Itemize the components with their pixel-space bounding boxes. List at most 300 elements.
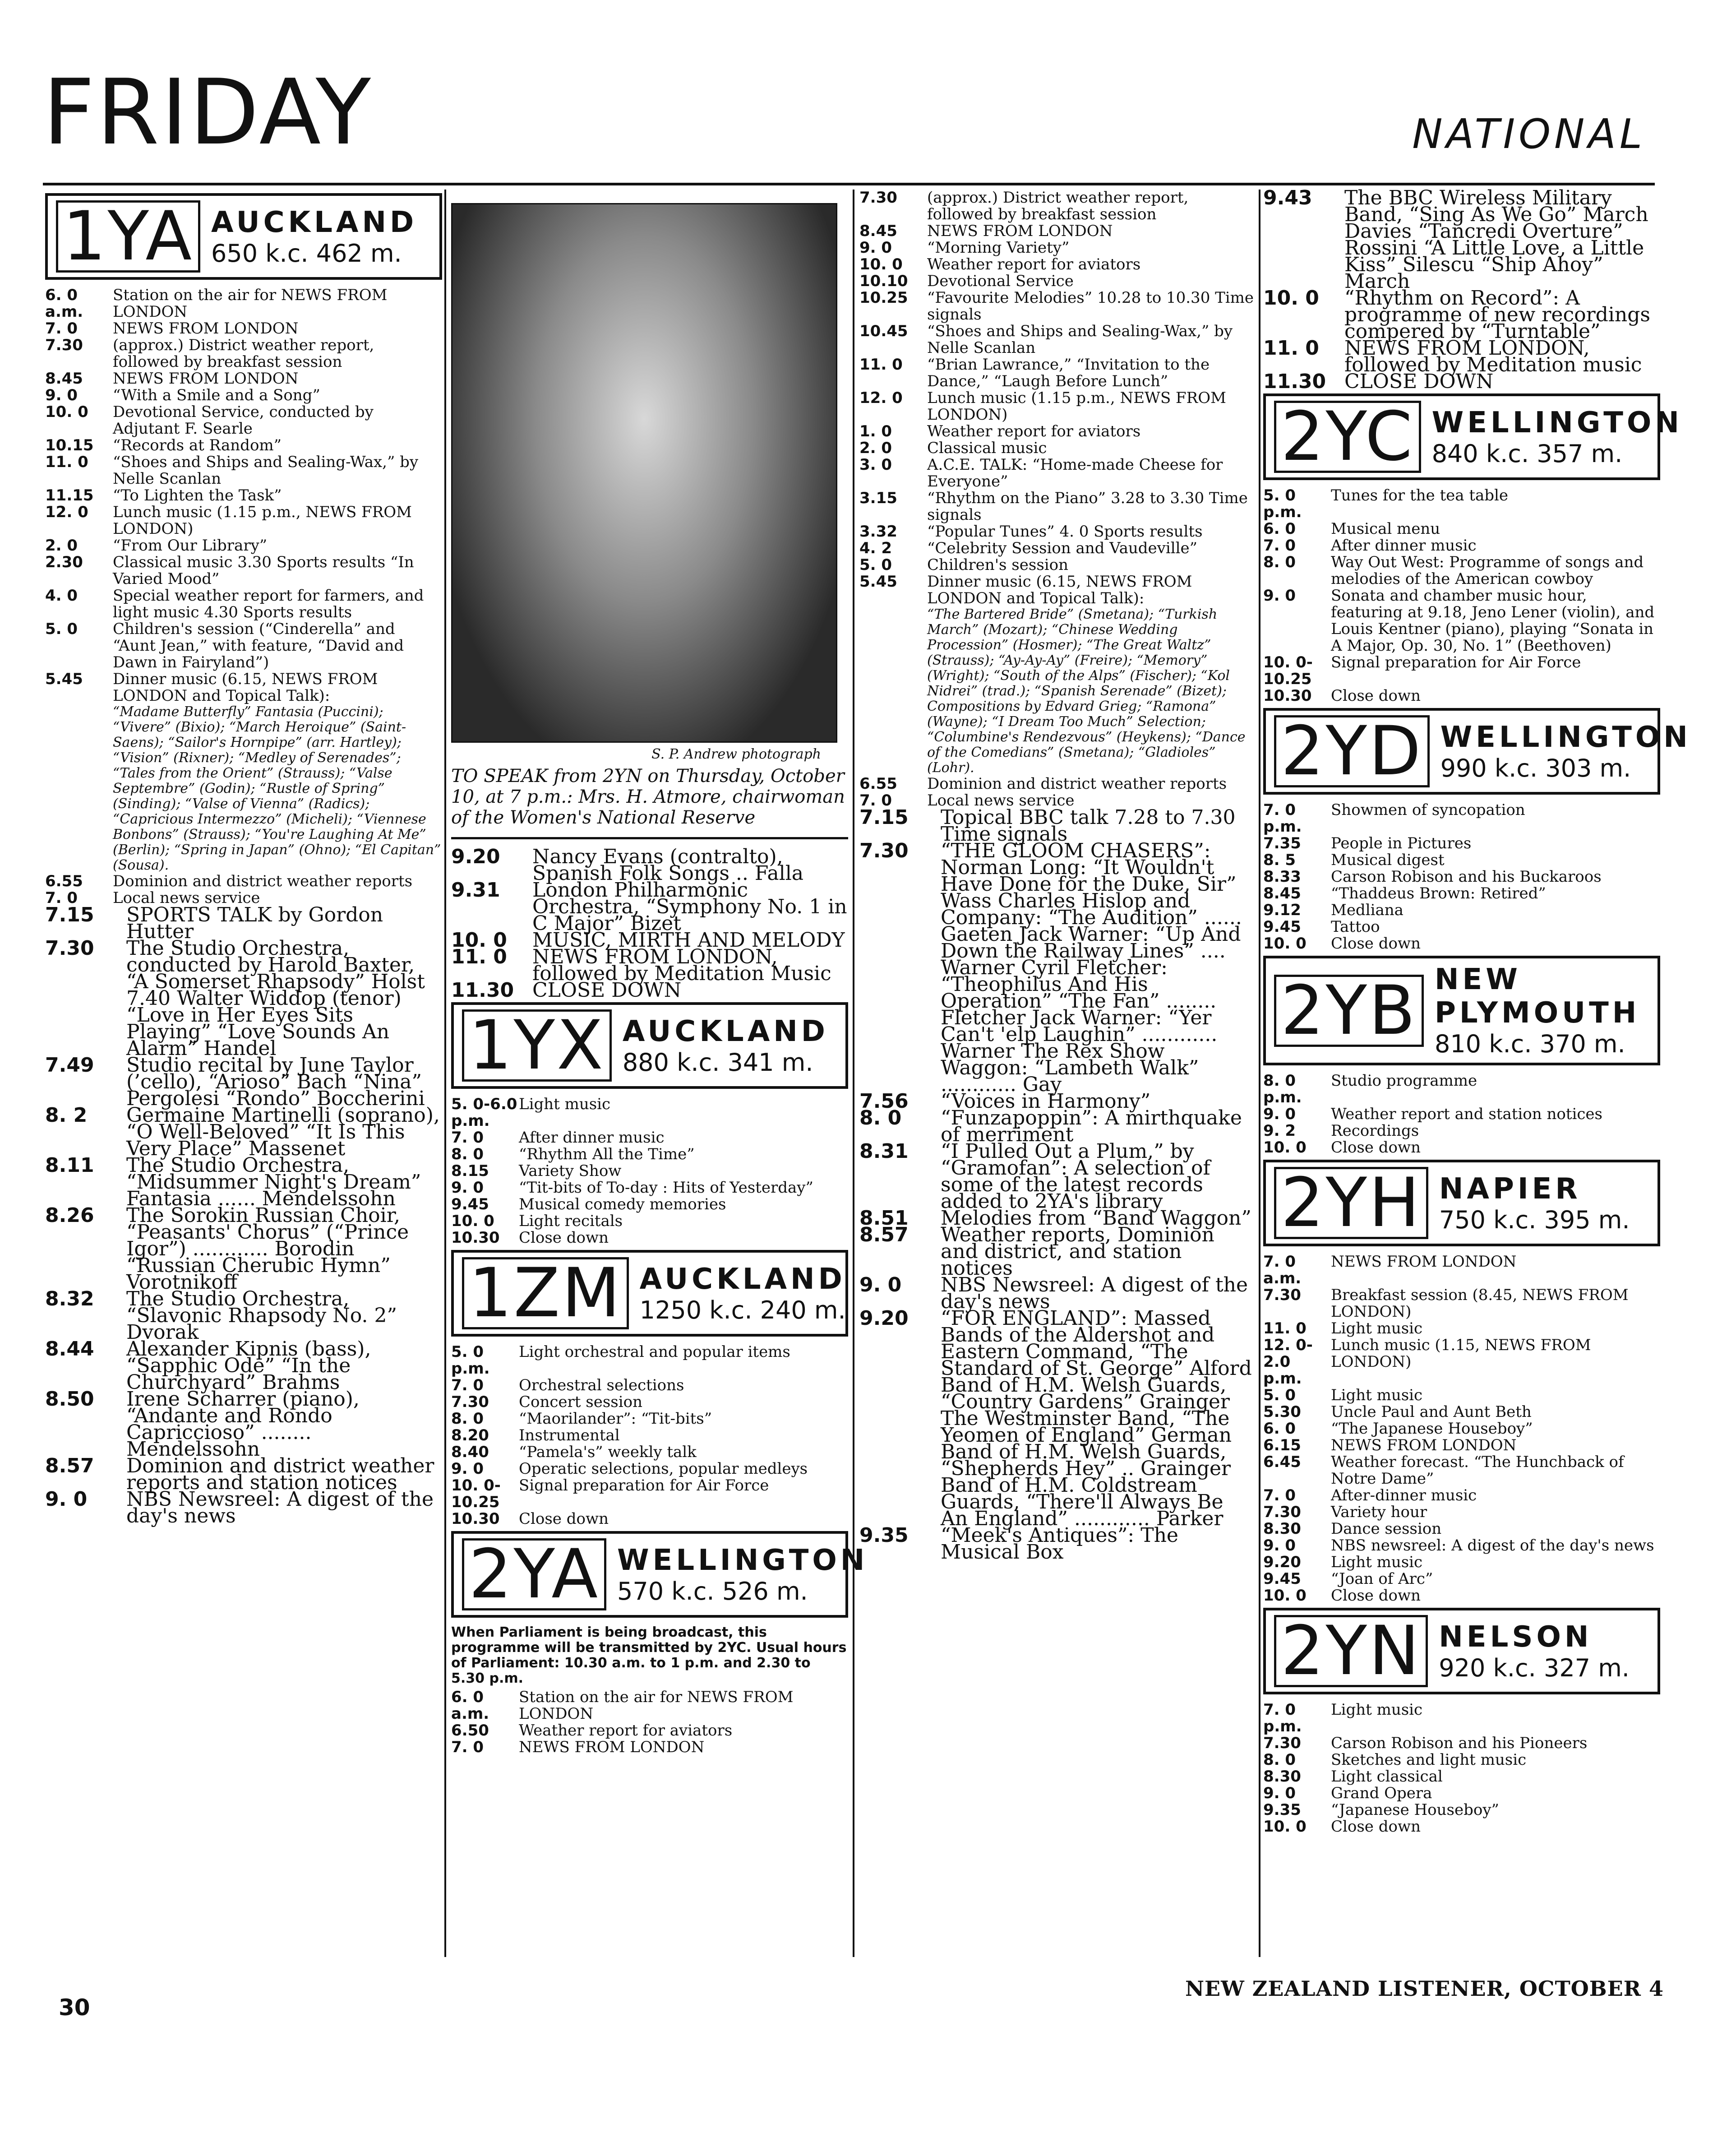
schedule-entry xyxy=(45,320,442,337)
schedule-time: 10.30 xyxy=(1263,687,1312,705)
schedule-entry xyxy=(859,457,1256,490)
schedule-entry xyxy=(45,621,442,671)
schedule-program: “Madame Butterfly” Fantasia (Puccini); “Vivere” (Bixio); “March Heroique” (Saint-Saens); “Sailor's Hornpipe” (arr. Hartley); “Vision” (Rixner); “Medley of Serenades”; “Tales from the Orient” (Strauss); “Valse Septembre” (Godin); “Rustle of Spring” (Sinding); “Valse of Vienna” (Radics); “Capricious Intermezzo” (Micheli); “Viennese Bonbons” (Strauss); “You're Laughing At Me” (Berlin); “Spring in Japan” (Ohno); “El Capitan” (Sousa). xyxy=(113,704,441,873)
schedule-entry xyxy=(1263,869,1660,885)
schedule-program: Dance session xyxy=(1331,1520,1442,1538)
schedule-entry xyxy=(1263,1254,1660,1287)
schedule-entry xyxy=(451,1377,848,1394)
schedule-program: Light music xyxy=(1331,1319,1423,1337)
schedule-time: 8. 2 xyxy=(45,1104,88,1127)
schedule-program: Lunch music (1.15 p.m., NEWS FROM LONDON) xyxy=(927,389,1226,424)
schedule-list xyxy=(859,190,1256,809)
schedule-program: Germaine Martinelli (soprano), “O Well-Beloved” “It Is This Very Place” Massenet xyxy=(126,1104,440,1160)
schedule-time: 8. 0 xyxy=(1263,553,1296,571)
portrait-photo xyxy=(451,203,837,743)
schedule-program: Devotional Service, conducted by Adjutant F. Searle xyxy=(113,403,374,438)
photo-credit: S. P. Andrew photograph xyxy=(651,746,821,762)
schedule-entry xyxy=(451,845,848,885)
schedule-program: Alexander Kipnis (bass), “Sapphic Ode” “In the Churchyard” Brahms xyxy=(126,1337,371,1394)
schedule-program: “Maorilander”: “Tit-bits” xyxy=(519,1410,712,1428)
station-call-sign: 1ZM xyxy=(462,1257,629,1329)
schedule-entry xyxy=(45,1104,442,1160)
schedule-program: Children's session (“Cinderella” and “Aunt Jean,” with feature, “David and Dawn in Fairyland”) xyxy=(113,620,404,671)
schedule-program: (approx.) District weather report, followed by breakfast session xyxy=(113,336,374,371)
schedule-list xyxy=(451,1689,848,1756)
schedule-time: 10. 0 xyxy=(45,403,88,421)
schedule-time: 10.30 xyxy=(451,1229,500,1247)
schedule-program: “Favourite Melodies” 10.28 to 10.30 Time signals xyxy=(927,289,1254,324)
schedule-entry xyxy=(451,1427,848,1444)
schedule-entry xyxy=(451,1511,848,1527)
schedule-program: People in Pictures xyxy=(1331,834,1472,852)
station-frequency: 990 k.c. 303 m. xyxy=(1440,754,1631,782)
schedule-entry xyxy=(1263,1139,1660,1156)
schedule-time: 9. 0 xyxy=(859,239,892,257)
station-frequency: 810 k.c. 370 m. xyxy=(1434,1030,1625,1058)
schedule-time: 12. 0 xyxy=(45,503,88,521)
schedule-time: 5.45 xyxy=(859,573,897,591)
schedule-program: “THE GLOOM CHASERS”: Norman Long: “It Wouldn't Have Done for the Duke, Sir” Wass Charles Hislop and Company: “The Audition” ...... Gaeten Jack Warner: “Up And Down the Railway Lines” .... Warner Cyril Fletcher: “Theophilus And His Operation” “The Fan” ........ Fletcher Jack Warner: “Yer Can't 'elp Laughin” ............ Warner The Rex Show Waggon: “Lambeth Walk” ............ Gay xyxy=(941,839,1242,1096)
schedule-program: Close down xyxy=(1331,1587,1421,1605)
schedule-time: 5. 0 xyxy=(859,556,892,574)
schedule-time: 7. 0 p.m. xyxy=(1263,1701,1302,1735)
schedule-program: “FOR ENGLAND”: Massed Bands of the Aldershot and Eastern Command, “The Standard of St. George” Alford Band of H.M. Welsh Guards, “Country Gardens” Grainger The Westminster Band, “The Yeomen of England” German Band of H.M. Welsh Guards, “Shepherds Hey” .. Grainger Band of H.M. Coldstream Guards, “There'll Always Be An England” ............ Parker xyxy=(941,1307,1252,1530)
station-city: WELLINGTON xyxy=(1440,720,1691,754)
schedule-time: 7.30 xyxy=(859,189,897,207)
schedule-time: 11. 0 xyxy=(859,356,903,374)
schedule-program: Irene Scharrer (piano), “Andante and Rondo Capriccioso” ........ Mendelssohn xyxy=(126,1388,360,1461)
schedule-time: 6. 0 a.m. xyxy=(451,1688,489,1723)
schedule-time: 10. 0 xyxy=(451,929,507,952)
schedule-time: 7. 0 p.m. xyxy=(1263,801,1302,836)
station-box-2yb xyxy=(1263,956,1660,1065)
schedule-time: 9. 2 xyxy=(1263,1122,1296,1140)
schedule-time: 9.20 xyxy=(859,1307,909,1330)
schedule-program: Dominion and district weather reports and station notices xyxy=(126,1454,434,1494)
schedule-program: “I Pulled Out a Plum,” by “Gramofan”: A selection of some of the latest records added to 2YA's library xyxy=(941,1140,1210,1213)
schedule-program: The Studio Orchestra, “Midsummer Night's Dream” Fantasia ...... Mendelssohn xyxy=(126,1154,421,1210)
schedule-time: 8.45 xyxy=(1263,884,1301,902)
schedule-program: Carson Robison and his Pioneers xyxy=(1331,1734,1588,1752)
schedule-program: Station on the air for NEWS FROM LONDON xyxy=(519,1688,794,1723)
schedule-entry xyxy=(1263,1320,1660,1337)
station-box-2yc xyxy=(1263,393,1683,480)
schedule-entry xyxy=(1263,1802,1660,1818)
schedule-entry xyxy=(859,1140,1256,1213)
schedule-list xyxy=(45,287,442,907)
station-box-1yx xyxy=(451,1002,848,1089)
schedule-list xyxy=(451,1344,848,1527)
schedule-entry xyxy=(859,557,1256,574)
schedule-program: NBS Newsreel: A digest of the day's news xyxy=(941,1273,1248,1313)
schedule-program: “Japanese Houseboy” xyxy=(1331,1801,1499,1819)
schedule-list xyxy=(1263,1073,1660,1156)
schedule-program: “Brian Lawrance,” “Invitation to the Dance,” “Laugh Before Lunch” xyxy=(927,356,1210,390)
schedule-time: 8.50 xyxy=(45,1388,94,1411)
schedule-program: “With a Smile and a Song” xyxy=(113,386,320,404)
schedule-program: Studio programme xyxy=(1331,1072,1477,1090)
schedule-entry xyxy=(45,404,442,437)
schedule-time: 5. 0 p.m. xyxy=(451,1343,490,1378)
schedule-time: 9. 0 xyxy=(45,1488,88,1511)
schedule-program: Weather reports, Dominion and district, and station notices xyxy=(941,1223,1214,1280)
station-city: NAPIER xyxy=(1439,1172,1581,1206)
schedule-entry xyxy=(859,490,1256,523)
schedule-program: “Popular Tunes” 4. 0 Sports results xyxy=(927,523,1203,541)
schedule-program: Special weather report for farmers, and light music 4.30 Sports results xyxy=(113,587,424,621)
schedule-program: Sonata and chamber music hour, featuring at 9.18, Jeno Lener (violin), and Louis Kentner (piano), playing “Sonata in A Major, Op. 30, No. 1” (Beethoven) xyxy=(1331,587,1655,655)
schedule-program: Weather report for aviators xyxy=(927,422,1141,440)
schedule-entry xyxy=(1263,1387,1660,1404)
schedule-time: 4. 2 xyxy=(859,539,892,557)
station-frequency: 920 k.c. 327 m. xyxy=(1439,1653,1630,1682)
schedule-program: Operatic selections, popular medleys xyxy=(519,1460,808,1478)
schedule-entry xyxy=(859,440,1256,457)
schedule-program: Light music xyxy=(1331,1701,1423,1719)
schedule-time: 10. 0 xyxy=(451,1212,494,1230)
schedule-time: 10. 0 xyxy=(1263,287,1319,310)
schedule-program: Local news service xyxy=(113,889,260,907)
schedule-program: Nancy Evans (contralto), Spanish Folk Songs .. Falla xyxy=(532,845,804,885)
schedule-entry xyxy=(451,1180,848,1196)
schedule-time: 7.30 xyxy=(45,937,94,960)
column-divider xyxy=(853,190,854,1957)
station-city: AUCKLAND xyxy=(639,1262,846,1296)
parliament-notice: When Parliament is being broadcast, this programme will be transmitted by 2YC. Usual hours of Parliament: 10.30 a.m. to 1 p.m. and 2.30 to 5.30 p.m. xyxy=(451,1624,847,1686)
station-city: AUCKLAND xyxy=(211,205,418,239)
schedule-time: 8. 0 xyxy=(859,1106,902,1129)
schedule-time: 7. 0 xyxy=(1263,537,1296,555)
schedule-program: Light recitals xyxy=(519,1212,623,1230)
schedule-time: 11. 0 xyxy=(1263,1319,1307,1337)
schedule-entry xyxy=(1263,1123,1660,1139)
schedule-time: 6. 0 xyxy=(1263,520,1296,538)
schedule-time: 9.45 xyxy=(1263,1570,1301,1588)
schedule-entry xyxy=(1263,521,1660,537)
schedule-program: “To Lighten the Task” xyxy=(113,486,282,504)
schedule-program: Close down xyxy=(1331,1818,1421,1836)
schedule-program: Weather report for aviators xyxy=(519,1721,733,1740)
schedule-list xyxy=(1263,487,1660,704)
station-call-sign: 1YX xyxy=(462,1009,612,1082)
schedule-entry xyxy=(45,537,442,554)
schedule-program: Dominion and district weather reports xyxy=(927,775,1227,793)
schedule-entry xyxy=(45,704,442,873)
schedule-program: “Joan of Arc” xyxy=(1331,1570,1433,1588)
schedule-time: 7.30 xyxy=(1263,1734,1301,1752)
schedule-entry xyxy=(451,1477,848,1511)
schedule-time: 10. 0 xyxy=(1263,935,1307,953)
schedule-time: 8.57 xyxy=(859,1223,909,1246)
schedule-entry xyxy=(45,504,442,537)
schedule-program: The Studio Orchestra, “Slavonic Rhapsody No. 2” Dvorak xyxy=(126,1287,397,1344)
schedule-program: NEWS FROM LONDON, followed by Meditation Music xyxy=(532,945,831,985)
schedule-entry xyxy=(1263,1818,1660,1835)
schedule-program: CLOSE DOWN xyxy=(532,979,682,1002)
schedule-program: Signal preparation for Air Force xyxy=(519,1476,769,1494)
schedule-program: “The Japanese Houseboy” xyxy=(1331,1420,1533,1438)
schedule-program: Dominion and district weather reports xyxy=(113,872,413,890)
schedule-program: SPORTS TALK by Gordon Hutter xyxy=(126,903,383,943)
schedule-entry xyxy=(1263,852,1660,869)
schedule-entry xyxy=(45,588,442,621)
schedule-time: 12. 0-2.0 p.m. xyxy=(1263,1336,1313,1388)
schedule-entry xyxy=(451,1444,848,1461)
schedule-time: 8.33 xyxy=(1263,868,1301,886)
schedule-entry xyxy=(1263,802,1660,835)
schedule-entry xyxy=(1263,1487,1660,1504)
schedule-time: 8.31 xyxy=(859,1140,909,1163)
schedule-entry xyxy=(451,1230,848,1246)
schedule-program: NBS Newsreel: A digest of the day's news xyxy=(126,1488,434,1527)
schedule-time: 8.30 xyxy=(1263,1520,1301,1538)
schedule-entry xyxy=(45,1287,442,1344)
schedule-time: 5.30 xyxy=(1263,1403,1301,1421)
schedule-program: Light music xyxy=(1331,1386,1423,1404)
schedule-time: 8.11 xyxy=(45,1154,94,1177)
schedule-entry xyxy=(45,454,442,487)
schedule-program: London Philharmonic Orchestra, “Symphony No. 1 in C Major” Bizet xyxy=(532,879,847,935)
schedule-time: 6.15 xyxy=(1263,1436,1301,1454)
schedule-entry xyxy=(451,1411,848,1427)
schedule-entry xyxy=(859,240,1256,256)
schedule-program: NEWS FROM LONDON xyxy=(113,370,299,388)
schedule-time: 7.15 xyxy=(859,806,909,829)
schedule-program: Variety Show xyxy=(519,1162,622,1180)
schedule-program: “Morning Variety” xyxy=(927,239,1070,257)
schedule-time: 9. 0 xyxy=(1263,587,1296,605)
schedule-time: 11. 0 xyxy=(45,453,88,471)
schedule-time: 6.55 xyxy=(859,775,897,793)
schedule-program: After dinner music xyxy=(1331,537,1477,555)
schedule-program: Light music xyxy=(1331,1553,1423,1571)
schedule-time: 7. 0 xyxy=(451,1738,484,1756)
schedule-program: NEWS FROM LONDON xyxy=(1331,1436,1517,1454)
schedule-program: Weather report and station notices xyxy=(1331,1105,1602,1123)
schedule-time: 10. 0-10.25 xyxy=(451,1476,501,1511)
schedule-entry xyxy=(1263,688,1660,704)
schedule-entry xyxy=(1263,1785,1660,1802)
schedule-time: 9.45 xyxy=(451,1195,489,1213)
schedule-entry xyxy=(1263,835,1660,852)
schedule-time: 7. 0 xyxy=(451,1376,484,1394)
schedule-program: Devotional Service xyxy=(927,272,1074,290)
schedule-program: NEWS FROM LONDON xyxy=(1331,1253,1517,1271)
schedule-time: 9. 0 xyxy=(451,1460,484,1478)
station-city: NEW PLYMOUTH xyxy=(1434,963,1640,1030)
schedule-entry xyxy=(1263,1587,1660,1604)
schedule-entry xyxy=(859,423,1256,440)
schedule-time: 9.20 xyxy=(451,845,500,868)
schedule-program: Instrumental xyxy=(519,1426,620,1444)
schedule-entry xyxy=(1263,1437,1660,1454)
schedule-program: “Thaddeus Brown: Retired” xyxy=(1331,884,1546,902)
schedule-time: 3.32 xyxy=(859,523,897,541)
station-frequency: 1250 k.c. 240 m. xyxy=(639,1296,846,1324)
schedule-entry xyxy=(1263,885,1660,902)
schedule-program: Lunch music (1.15 p.m., NEWS FROM LONDON) xyxy=(113,503,412,538)
schedule-program: Close down xyxy=(1331,935,1421,953)
schedule-time: 10. 0 xyxy=(1263,1138,1307,1157)
schedule-entry xyxy=(859,806,1256,846)
schedule-time: 7. 0 xyxy=(45,889,78,907)
page-title: FRIDAY xyxy=(43,60,373,165)
schedule-program: Orchestral selections xyxy=(519,1376,684,1394)
schedule-time: 11.30 xyxy=(451,979,514,1002)
schedule-time: 8.32 xyxy=(45,1287,94,1310)
schedule-entry xyxy=(1263,1287,1660,1320)
schedule-time: 8. 0 xyxy=(1263,1751,1296,1769)
schedule-program: Showmen of syncopation xyxy=(1331,801,1525,819)
station-city: WELLINGTON xyxy=(617,1543,868,1577)
schedule-entry xyxy=(451,1394,848,1411)
station-box-2yd xyxy=(1263,708,1691,795)
schedule-entry xyxy=(45,1454,442,1494)
schedule-program: “Rhythm on Record”: A programme of new recordings compered by “Turntable” xyxy=(1344,287,1650,343)
header-rule xyxy=(43,183,1655,185)
schedule-entry xyxy=(45,1337,442,1394)
schedule-time: 8. 0 xyxy=(451,1410,484,1428)
schedule-program: CLOSE DOWN xyxy=(1344,370,1494,393)
schedule-entry xyxy=(45,1388,442,1461)
schedule-time: 10.10 xyxy=(859,272,908,290)
schedule-program: “Tit-bits of To-day : Hits of Yesterday” xyxy=(519,1179,813,1197)
schedule-program: Medliana xyxy=(1331,901,1404,919)
schedule-program: Children's session xyxy=(927,556,1069,574)
schedule-entry xyxy=(859,323,1256,356)
schedule-list-evening xyxy=(1263,186,1660,393)
schedule-program: Lunch music (1.15, NEWS FROM LONDON) xyxy=(1331,1336,1591,1371)
schedule-time: 9. 0 xyxy=(451,1179,484,1197)
column-divider xyxy=(444,190,446,1957)
station-box-2yn xyxy=(1263,1608,1660,1694)
schedule-time: 8.45 xyxy=(45,370,83,388)
schedule-entry xyxy=(859,523,1256,540)
schedule-entry xyxy=(859,1524,1256,1564)
schedule-time: 9.31 xyxy=(451,879,500,902)
station-call-sign: 2YN xyxy=(1274,1615,1428,1687)
schedule-program: “The Bartered Bride” (Smetana); “Turkish March” (Mozart); “Chinese Wedding Procession” (Hosmer); “The Great Waltz” (Strauss); “Ay-Ay-Ay” (Freire); “Memory” (Wright); “South of the Alps” (Fischer); “Kol Nidrei” (trad.); “Spanish Serenade” (Bizet); Compositions by Edvard Grieg; “Ramona” (Wayne); “I Dream Too Much” Selection; “Columbine's Rendezvous” (Heykens); “Dance of the Comedians” (Smetana); “Gladioles” (Lohr). xyxy=(927,606,1246,776)
schedule-time: 6. 0 a.m. xyxy=(45,286,83,321)
schedule-program: Weather forecast. “The Hunchback of Notre Dame” xyxy=(1331,1453,1624,1488)
schedule-program: Grand Opera xyxy=(1331,1784,1432,1802)
schedule-time: 7.30 xyxy=(45,336,83,354)
station-city: AUCKLAND xyxy=(622,1014,829,1048)
schedule-program: The BBC Wireless Military Band, “Sing As We Go” March Davies “Tancredi Overture” Rossini “A Little Love, a Little Kiss” Silescu “Ship Ahoy” March xyxy=(1344,186,1648,293)
schedule-time: 11. 0 xyxy=(451,945,507,968)
schedule-list xyxy=(1263,1702,1660,1835)
schedule-time: 6. 0 xyxy=(1263,1420,1296,1438)
schedule-entry xyxy=(859,356,1256,390)
schedule-program: Tunes for the tea table xyxy=(1331,486,1509,504)
schedule-time: 8.30 xyxy=(1263,1767,1301,1786)
schedule-time: 5. 0 xyxy=(45,620,78,638)
schedule-list-evening xyxy=(859,806,1256,1564)
schedule-entry xyxy=(45,370,442,387)
schedule-program: Concert session xyxy=(519,1393,642,1411)
schedule-program: Local news service xyxy=(927,791,1075,810)
schedule-entry xyxy=(451,1196,848,1213)
schedule-list xyxy=(451,1096,848,1246)
schedule-program: Musical menu xyxy=(1331,520,1441,538)
schedule-program: Carson Robison and his Buckaroos xyxy=(1331,868,1602,886)
schedule-time: 6.55 xyxy=(45,872,83,890)
schedule-program: Breakfast session (8.45, NEWS FROM LONDON) xyxy=(1331,1286,1629,1321)
station-box-1ya xyxy=(45,193,442,280)
schedule-entry xyxy=(451,945,848,985)
schedule-entry xyxy=(1263,1454,1660,1487)
schedule-time: 8.45 xyxy=(859,222,897,240)
station-call-sign: 1YA xyxy=(56,200,200,273)
schedule-time: 10.25 xyxy=(859,289,908,307)
schedule-program: Station on the air for NEWS FROM LONDON xyxy=(113,286,388,321)
station-call-sign: 2YB xyxy=(1274,975,1424,1047)
schedule-entry xyxy=(451,1129,848,1146)
schedule-time: 9. 0 xyxy=(859,1273,902,1296)
schedule-program: After-dinner music xyxy=(1331,1486,1477,1504)
column-1 xyxy=(45,190,442,1962)
schedule-program: Way Out West: Programme of songs and melodies of the American cowboy xyxy=(1331,553,1644,588)
station-frequency: 840 k.c. 357 m. xyxy=(1431,439,1623,468)
schedule-time: 9.45 xyxy=(1263,918,1301,936)
schedule-program: The Sorokin Russian Choir, “Peasants' Chorus” (“Prince Igor”) ............ Borodin “Russian Cherubic Hymn” Vorotnikoff xyxy=(126,1204,409,1294)
station-frequency: 570 k.c. 526 m. xyxy=(617,1577,808,1606)
schedule-program: “Rhythm All the Time” xyxy=(519,1145,695,1163)
schedule-program: NEWS FROM LONDON xyxy=(927,222,1113,240)
schedule-time: 7.49 xyxy=(45,1054,94,1077)
station-frequency: 880 k.c. 341 m. xyxy=(622,1048,813,1077)
schedule-time: 7.35 xyxy=(1263,834,1301,852)
schedule-entry xyxy=(1263,919,1660,935)
schedule-entry xyxy=(45,937,442,1060)
station-box-1zm xyxy=(451,1250,848,1337)
schedule-time: 7.30 xyxy=(1263,1286,1301,1304)
station-frequency: 750 k.c. 395 m. xyxy=(1439,1205,1630,1234)
schedule-time: 8.15 xyxy=(451,1162,489,1180)
schedule-time: 9. 0 xyxy=(1263,1536,1296,1555)
schedule-program: Close down xyxy=(1331,687,1421,705)
station-city: WELLINGTON xyxy=(1431,406,1683,440)
schedule-time: 7. 0 xyxy=(451,1129,484,1147)
column-divider xyxy=(1259,190,1260,1957)
schedule-time: 7. 0 xyxy=(45,319,78,338)
schedule-time: 8. 0 xyxy=(451,1145,484,1163)
schedule-program: NEWS FROM LONDON xyxy=(113,319,299,338)
schedule-time: 8.26 xyxy=(45,1204,94,1227)
schedule-time: 10. 0-10.25 xyxy=(1263,653,1313,688)
schedule-program: Dinner music (6.15, NEWS FROM LONDON and Topical Talk): xyxy=(927,573,1192,607)
schedule-entry xyxy=(859,290,1256,323)
schedule-entry xyxy=(859,1223,1256,1280)
schedule-entry xyxy=(451,1146,848,1163)
schedule-program: Studio recital by June Taylor (’cello), “Arioso” Bach “Nina” Pergolesi “Rondo” Boccherini xyxy=(126,1054,425,1110)
schedule-program: Musical comedy memories xyxy=(519,1195,726,1213)
schedule-entry xyxy=(1263,1337,1660,1387)
schedule-entry xyxy=(1263,1521,1660,1537)
schedule-list xyxy=(1263,802,1660,952)
schedule-entry xyxy=(1263,1702,1660,1735)
schedule-program: Light classical xyxy=(1331,1767,1443,1786)
schedule-entry xyxy=(1263,654,1660,688)
schedule-time: 1. 0 xyxy=(859,422,892,440)
schedule-entry xyxy=(1263,554,1660,588)
schedule-time: 7. 0 xyxy=(1263,1486,1296,1504)
schedule-time: 9.43 xyxy=(1263,186,1312,209)
schedule-entry xyxy=(1263,1571,1660,1587)
schedule-time: 12. 0 xyxy=(859,389,903,407)
schedule-entry xyxy=(859,1106,1256,1146)
schedule-entry xyxy=(45,487,442,504)
